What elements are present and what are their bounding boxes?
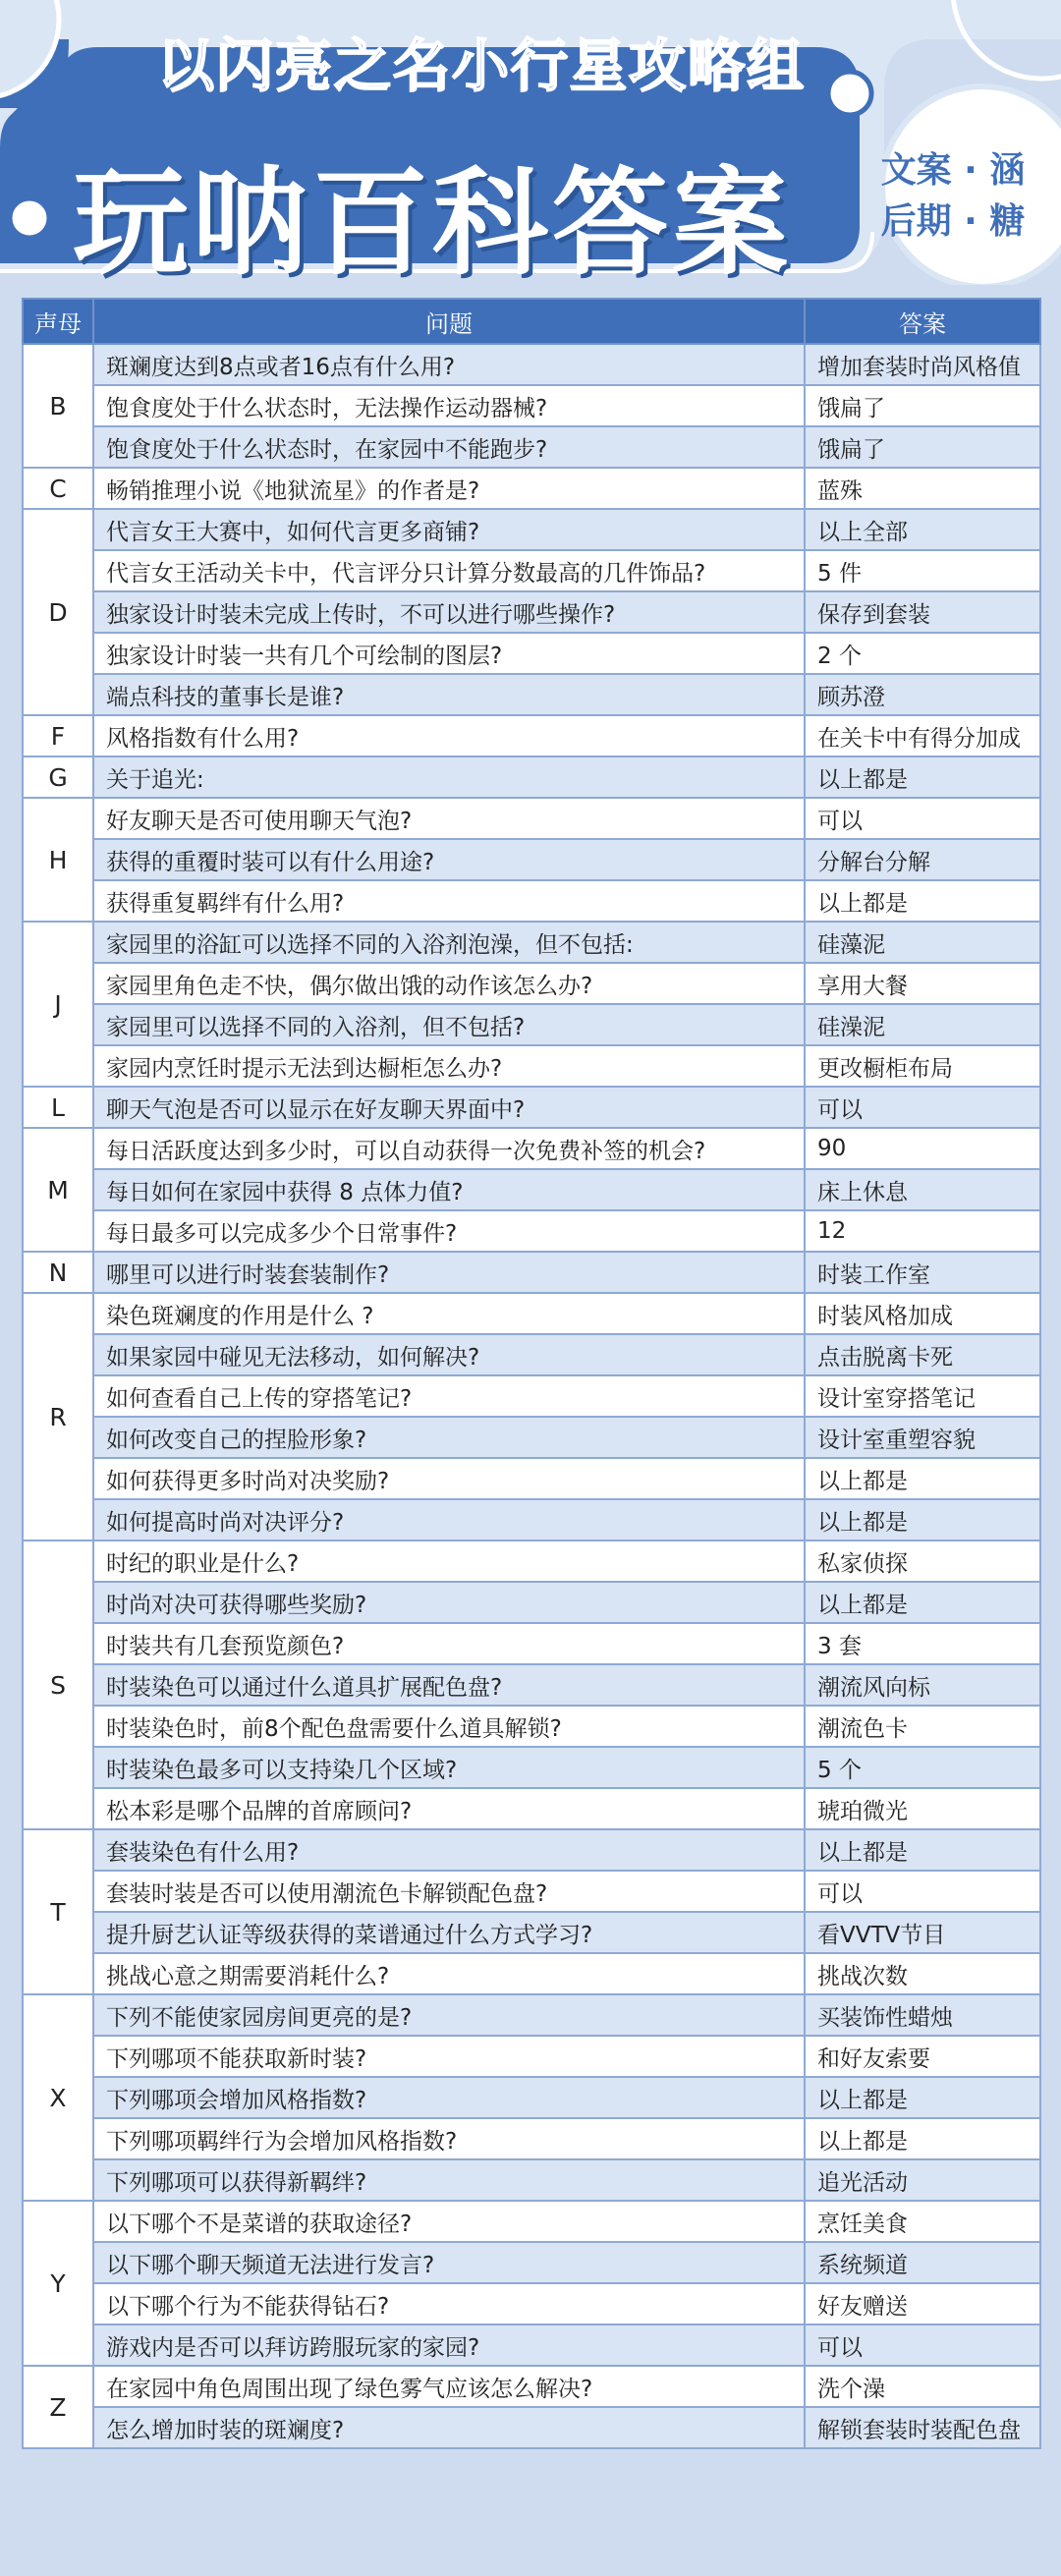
question-cell: 家园里的浴缸可以选择不同的入浴剂泡澡，但不包括: <box>93 922 805 963</box>
initial-letter-cell: T <box>23 1829 93 1994</box>
table-row <box>23 2407 1040 2448</box>
answer-cell: 潮流色卡 <box>805 1706 1040 1747</box>
question-cell: 独家设计时装一共有几个可绘制的图层? <box>93 633 805 674</box>
table-row <box>23 1417 1040 1458</box>
initial-letter-cell: M <box>23 1128 93 1252</box>
question-cell: 如何获得更多时尚对决奖励? <box>93 1458 805 1499</box>
question-cell: 时纪的职业是什么? <box>93 1540 805 1582</box>
table-row <box>23 385 1040 426</box>
table-row <box>23 633 1040 674</box>
table-row <box>23 1623 1040 1664</box>
initial-letter-cell: R <box>23 1293 93 1540</box>
question-cell: 代言女王大赛中，如何代言更多商铺? <box>93 509 805 550</box>
question-cell: 独家设计时装未完成上传时，不可以进行哪些操作? <box>93 591 805 633</box>
credits <box>879 145 1027 248</box>
table-row <box>23 963 1040 1004</box>
question-cell: 饱食度处于什么状态时，无法操作运动器械? <box>93 385 805 426</box>
initial-letter-cell: F <box>23 715 93 756</box>
question-cell: 挑战心意之期需要消耗什么? <box>93 1953 805 1994</box>
table-row <box>23 1169 1040 1210</box>
question-cell: 获得的重覆时装可以有什么用途? <box>93 839 805 880</box>
question-cell: 时装染色可以通过什么道具扩展配色盘? <box>93 1664 805 1706</box>
table-row <box>23 1706 1040 1747</box>
question-cell: 提升厨艺认证等级获得的菜谱通过什么方式学习? <box>93 1912 805 1953</box>
answer-cell: 90 <box>805 1128 1040 1169</box>
table-row <box>23 1045 1040 1087</box>
table-body <box>23 344 1040 2448</box>
table-row <box>23 1334 1040 1375</box>
answer-cell: 烹饪美食 <box>805 2201 1040 2242</box>
question-cell: 家园里角色走不快，偶尔做出饿的动作该怎么办? <box>93 963 805 1004</box>
initial-letter-cell: J <box>23 922 93 1087</box>
answer-cell: 设计室重塑容貌 <box>805 1417 1040 1458</box>
initial-letter-cell: S <box>23 1540 93 1829</box>
table-header-row <box>23 299 1040 344</box>
answer-cell: 私家侦探 <box>805 1540 1040 1582</box>
question-cell: 家园里可以选择不同的入浴剂，但不包括? <box>93 1004 805 1045</box>
initial-letter-cell: N <box>23 1252 93 1293</box>
table-row <box>23 1087 1040 1128</box>
page-title: 玩呐百科答案 <box>72 155 792 291</box>
table-row <box>23 1788 1040 1829</box>
answer-cell: 点击脱离卡死 <box>805 1334 1040 1375</box>
question-cell: 获得重复羁绊有什么用? <box>93 880 805 922</box>
answer-cell: 琥珀微光 <box>805 1788 1040 1829</box>
initial-letter-cell: G <box>23 756 93 798</box>
initial-letter-cell: D <box>23 509 93 715</box>
answer-cell: 顾苏澄 <box>805 674 1040 715</box>
table-row <box>23 798 1040 839</box>
question-cell: 畅销推理小说《地狱流星》的作者是? <box>93 468 805 509</box>
table-row <box>23 2283 1040 2324</box>
answer-cell: 5 件 <box>805 550 1040 591</box>
table-row <box>23 1499 1040 1540</box>
question-cell: 套装染色有什么用? <box>93 1829 805 1871</box>
answer-cell: 享用大餐 <box>805 963 1040 1004</box>
table-row <box>23 1540 1040 1582</box>
table-row <box>23 2324 1040 2366</box>
answer-cell: 3 套 <box>805 1623 1040 1664</box>
table-row <box>23 591 1040 633</box>
question-cell: 染色斑斓度的作用是什么 ? <box>93 1293 805 1334</box>
question-cell: 饱食度处于什么状态时，在家园中不能跑步? <box>93 426 805 468</box>
answer-table-container <box>22 298 1039 2449</box>
table-row <box>23 1747 1040 1788</box>
answer-cell: 以上全部 <box>805 509 1040 550</box>
question-cell: 下列哪项不能获取新时装? <box>93 2036 805 2077</box>
answer-cell: 以上都是 <box>805 880 1040 922</box>
table-row <box>23 468 1040 509</box>
initial-letter-cell: L <box>23 1087 93 1128</box>
answer-cell: 饿扁了 <box>805 426 1040 468</box>
column-header-question: 问题 <box>93 299 805 344</box>
table-row <box>23 1953 1040 1994</box>
answer-cell: 增加套装时尚风格值 <box>805 344 1040 385</box>
question-cell: 时装染色最多可以支持染几个区域? <box>93 1747 805 1788</box>
answer-cell: 可以 <box>805 1087 1040 1128</box>
answer-cell: 在关卡中有得分加成 <box>805 715 1040 756</box>
table-row <box>23 1582 1040 1623</box>
answer-cell: 硅藻泥 <box>805 922 1040 963</box>
question-cell: 好友聊天是否可使用聊天气泡? <box>93 798 805 839</box>
answer-cell: 以上都是 <box>805 756 1040 798</box>
table-row <box>23 1994 1040 2036</box>
credit-writer: 文案 · 涵 <box>880 150 1026 191</box>
question-cell: 家园内烹饪时提示无法到达橱柜怎么办? <box>93 1045 805 1087</box>
question-cell: 下列哪项会增加风格指数? <box>93 2077 805 2118</box>
question-cell: 如果家园中碰见无法移动，如何解决? <box>93 1334 805 1375</box>
table-row <box>23 2201 1040 2242</box>
table-row <box>23 1210 1040 1252</box>
answer-cell: 看VVTV节目 <box>805 1912 1040 1953</box>
question-cell: 端点科技的董事长是谁? <box>93 674 805 715</box>
table-row <box>23 715 1040 756</box>
answer-cell: 床上休息 <box>805 1169 1040 1210</box>
answer-cell: 更改橱柜布局 <box>805 1045 1040 1087</box>
answer-cell: 好友赠送 <box>805 2283 1040 2324</box>
table-row <box>23 1252 1040 1293</box>
initial-letter-cell: B <box>23 344 93 468</box>
initial-letter-cell: Z <box>23 2366 93 2448</box>
answer-cell: 买装饰性蜡烛 <box>805 1994 1040 2036</box>
table-row <box>23 2077 1040 2118</box>
initial-letter-cell: X <box>23 1994 93 2201</box>
question-cell: 代言女王活动关卡中，代言评分只计算分数最高的几件饰品? <box>93 550 805 591</box>
table-row <box>23 550 1040 591</box>
answer-cell: 分解台分解 <box>805 839 1040 880</box>
question-cell: 松本彩是哪个品牌的首席顾问? <box>93 1788 805 1829</box>
table-row <box>23 839 1040 880</box>
table-row <box>23 2036 1040 2077</box>
credit-editor: 后期 · 糖 <box>880 201 1026 242</box>
column-header-initial: 声母 <box>23 299 93 344</box>
answer-cell: 以上都是 <box>805 1458 1040 1499</box>
answer-cell: 设计室穿搭笔记 <box>805 1375 1040 1417</box>
answer-cell: 保存到套装 <box>805 591 1040 633</box>
question-cell: 时装染色时，前8个配色盘需要什么道具解锁? <box>93 1706 805 1747</box>
question-cell: 游戏内是否可以拜访跨服玩家的家园? <box>93 2324 805 2366</box>
question-cell: 每日最多可以完成多少个日常事件? <box>93 1210 805 1252</box>
answer-cell: 挑战次数 <box>805 1953 1040 1994</box>
table-row <box>23 756 1040 798</box>
table-row <box>23 1375 1040 1417</box>
answer-cell: 解锁套装时装配色盘 <box>805 2407 1040 2448</box>
question-cell: 在家园中角色周围出现了绿色雾气应该怎么解决? <box>93 2366 805 2407</box>
subtitle: 以闪亮之名小行星攻略组 <box>156 32 806 99</box>
table-row <box>23 1871 1040 1912</box>
table-row <box>23 1664 1040 1706</box>
answer-cell: 时装风格加成 <box>805 1293 1040 1334</box>
question-cell: 如何查看自己上传的穿搭笔记? <box>93 1375 805 1417</box>
table-row <box>23 922 1040 963</box>
question-cell: 哪里可以进行时装套装制作? <box>93 1252 805 1293</box>
initial-letter-cell: C <box>23 468 93 509</box>
answer-cell: 和好友索要 <box>805 2036 1040 2077</box>
question-cell: 斑斓度达到8点或者16点有什么用? <box>93 344 805 385</box>
answer-cell: 5 个 <box>805 1747 1040 1788</box>
table-row <box>23 1128 1040 1169</box>
table-row <box>23 880 1040 922</box>
question-cell: 下列不能使家园房间更亮的是? <box>93 1994 805 2036</box>
question-cell: 以下哪个聊天频道无法进行发言? <box>93 2242 805 2283</box>
question-cell: 关于追光: <box>93 756 805 798</box>
question-cell: 聊天气泡是否可以显示在好友聊天界面中? <box>93 1087 805 1128</box>
question-cell: 每日活跃度达到多少时，可以自动获得一次免费补签的机会? <box>93 1128 805 1169</box>
answer-cell: 可以 <box>805 798 1040 839</box>
answer-cell: 可以 <box>805 2324 1040 2366</box>
table-row <box>23 2242 1040 2283</box>
question-cell: 风格指数有什么用? <box>93 715 805 756</box>
answer-cell: 饿扁了 <box>805 385 1040 426</box>
table-row <box>23 1829 1040 1871</box>
answer-cell: 系统频道 <box>805 2242 1040 2283</box>
table-row <box>23 1004 1040 1045</box>
answer-cell: 硅澡泥 <box>805 1004 1040 1045</box>
question-cell: 下列哪项可以获得新羁绊? <box>93 2159 805 2201</box>
table-row <box>23 2366 1040 2407</box>
initial-letter-cell: H <box>23 798 93 922</box>
table-row <box>23 2159 1040 2201</box>
answer-cell: 以上都是 <box>805 2077 1040 2118</box>
question-cell: 下列哪项羁绊行为会增加风格指数? <box>93 2118 805 2159</box>
answer-cell: 潮流风向标 <box>805 1664 1040 1706</box>
answer-cell: 可以 <box>805 1871 1040 1912</box>
answer-cell: 以上都是 <box>805 2118 1040 2159</box>
table-row <box>23 344 1040 385</box>
answer-cell: 2 个 <box>805 633 1040 674</box>
question-cell: 时尚对决可获得哪些奖励? <box>93 1582 805 1623</box>
question-cell: 以下哪个不是菜谱的获取途径? <box>93 2201 805 2242</box>
column-header-answer: 答案 <box>805 299 1040 344</box>
answer-cell: 时装工作室 <box>805 1252 1040 1293</box>
question-cell: 以下哪个行为不能获得钻石? <box>93 2283 805 2324</box>
table-row <box>23 509 1040 550</box>
question-cell: 套装时装是否可以使用潮流色卡解锁配色盘? <box>93 1871 805 1912</box>
answer-cell: 以上都是 <box>805 1582 1040 1623</box>
table-row <box>23 426 1040 468</box>
question-cell: 怎么增加时装的斑斓度? <box>93 2407 805 2448</box>
answer-cell: 12 <box>805 1210 1040 1252</box>
table-row <box>23 674 1040 715</box>
table-row <box>23 1458 1040 1499</box>
answer-cell: 追光活动 <box>805 2159 1040 2201</box>
table-row <box>23 2118 1040 2159</box>
initial-letter-cell: Y <box>23 2201 93 2366</box>
question-cell: 如何改变自己的捏脸形象? <box>93 1417 805 1458</box>
question-cell: 如何提高时尚对决评分? <box>93 1499 805 1540</box>
question-cell: 每日如何在家园中获得 8 点体力值? <box>93 1169 805 1210</box>
answer-cell: 蓝殊 <box>805 468 1040 509</box>
answer-cell: 洗个澡 <box>805 2366 1040 2407</box>
answer-cell: 以上都是 <box>805 1499 1040 1540</box>
answer-table <box>22 298 1041 2449</box>
table-row <box>23 1912 1040 1953</box>
table-row <box>23 1293 1040 1334</box>
header-banner <box>0 0 1061 291</box>
answer-cell: 以上都是 <box>805 1829 1040 1871</box>
question-cell: 时装共有几套预览颜色? <box>93 1623 805 1664</box>
